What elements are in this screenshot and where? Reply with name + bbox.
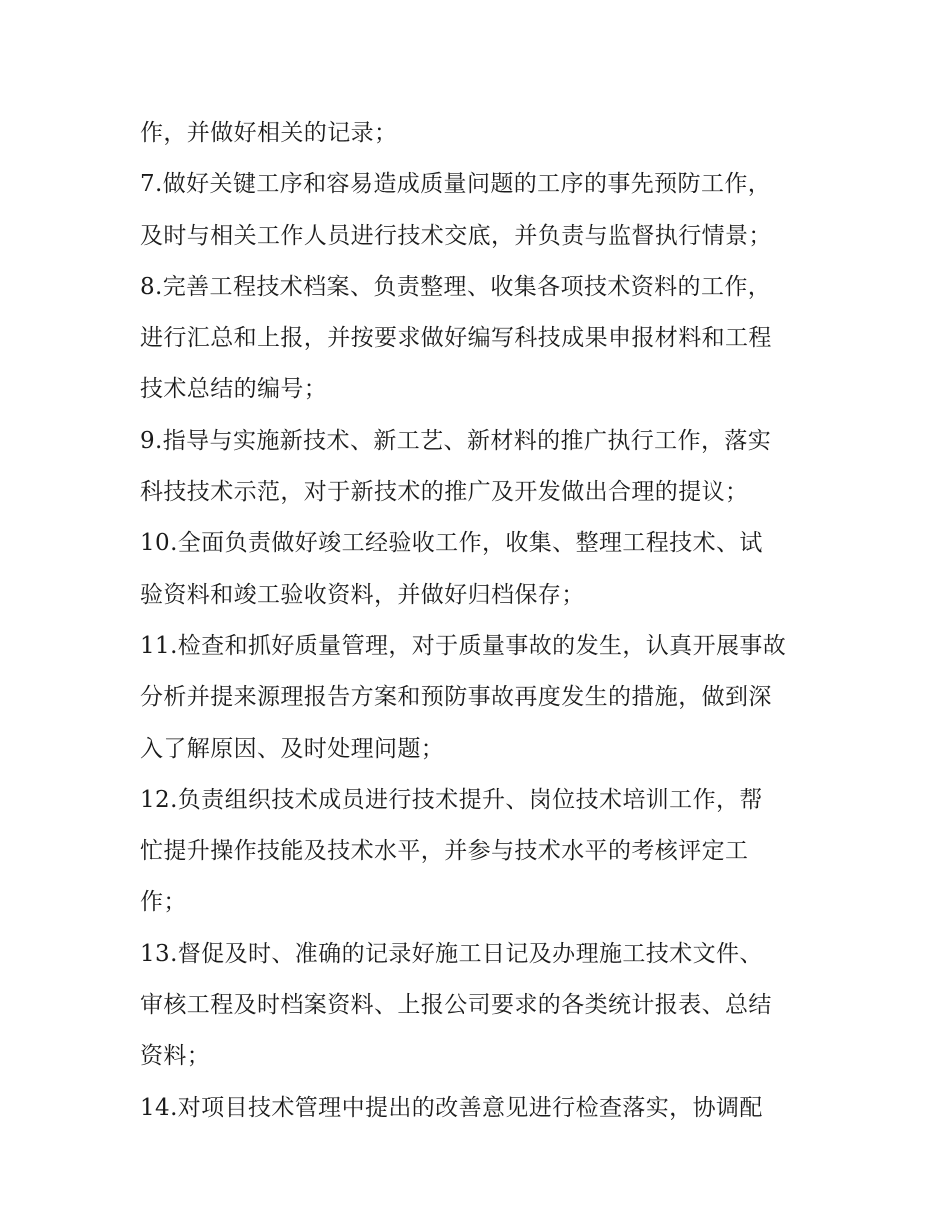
- text-line: 10.全面负责做好竣工经验收工作，收集、整理工程技术、试: [140, 530, 763, 557]
- text-line: 验资料和竣工验收资料，并做好归档保存；: [140, 581, 585, 608]
- text-line: 9.指导与实施新技术、新工艺、新材料的推广执行工作，落实: [140, 427, 772, 454]
- text-line: 及时与相关工作人员进行技术交底，并负责与监督执行情景；: [140, 222, 772, 249]
- text-line: 科技技术示范，对于新技术的推广及开发做出合理的提议；: [140, 479, 749, 506]
- text-line: 资料；: [140, 1043, 211, 1070]
- text-line: 11.检查和抓好质量管理，对于质量事故的发生，认真开展事故: [140, 632, 787, 659]
- text-line: 13.督促及时、准确的记录好施工日记及办理施工技术文件、: [140, 940, 763, 967]
- document-body: [140, 108, 820, 1134]
- text-line: 作，并做好相关的记录；: [140, 120, 398, 146]
- text-line: 进行汇总和上报，并按要求做好编写科技成果申报材料和工程: [140, 325, 772, 352]
- text-line: 分析并提来源理报告方案和预防事故再度发生的措施，做到深: [140, 684, 772, 711]
- text-line: 8.完善工程技术档案、负责整理、收集各项技术资料的工作，: [140, 273, 772, 300]
- text-line: 14.对项目技术管理中提出的改善意见进行检查落实，协调配: [140, 1094, 763, 1121]
- text-line: 12.负责组织技术成员进行技术提升、岗位技术培训工作，帮: [140, 786, 763, 813]
- text-line: 忙提升操作技能及技术水平，并参与技术水平的考核评定工: [140, 838, 749, 865]
- text-line: 入了解原因、及时处理问题；: [140, 735, 445, 762]
- text-line: 技术总结的编号；: [140, 376, 328, 403]
- text-line: 作；: [140, 889, 187, 916]
- text-line: 7.做好关键工序和容易造成质量问题的工序的事先预防工作，: [140, 171, 772, 198]
- text-line: 审核工程及时档案资料、上报公司要求的各类统计报表、总结: [140, 992, 772, 1019]
